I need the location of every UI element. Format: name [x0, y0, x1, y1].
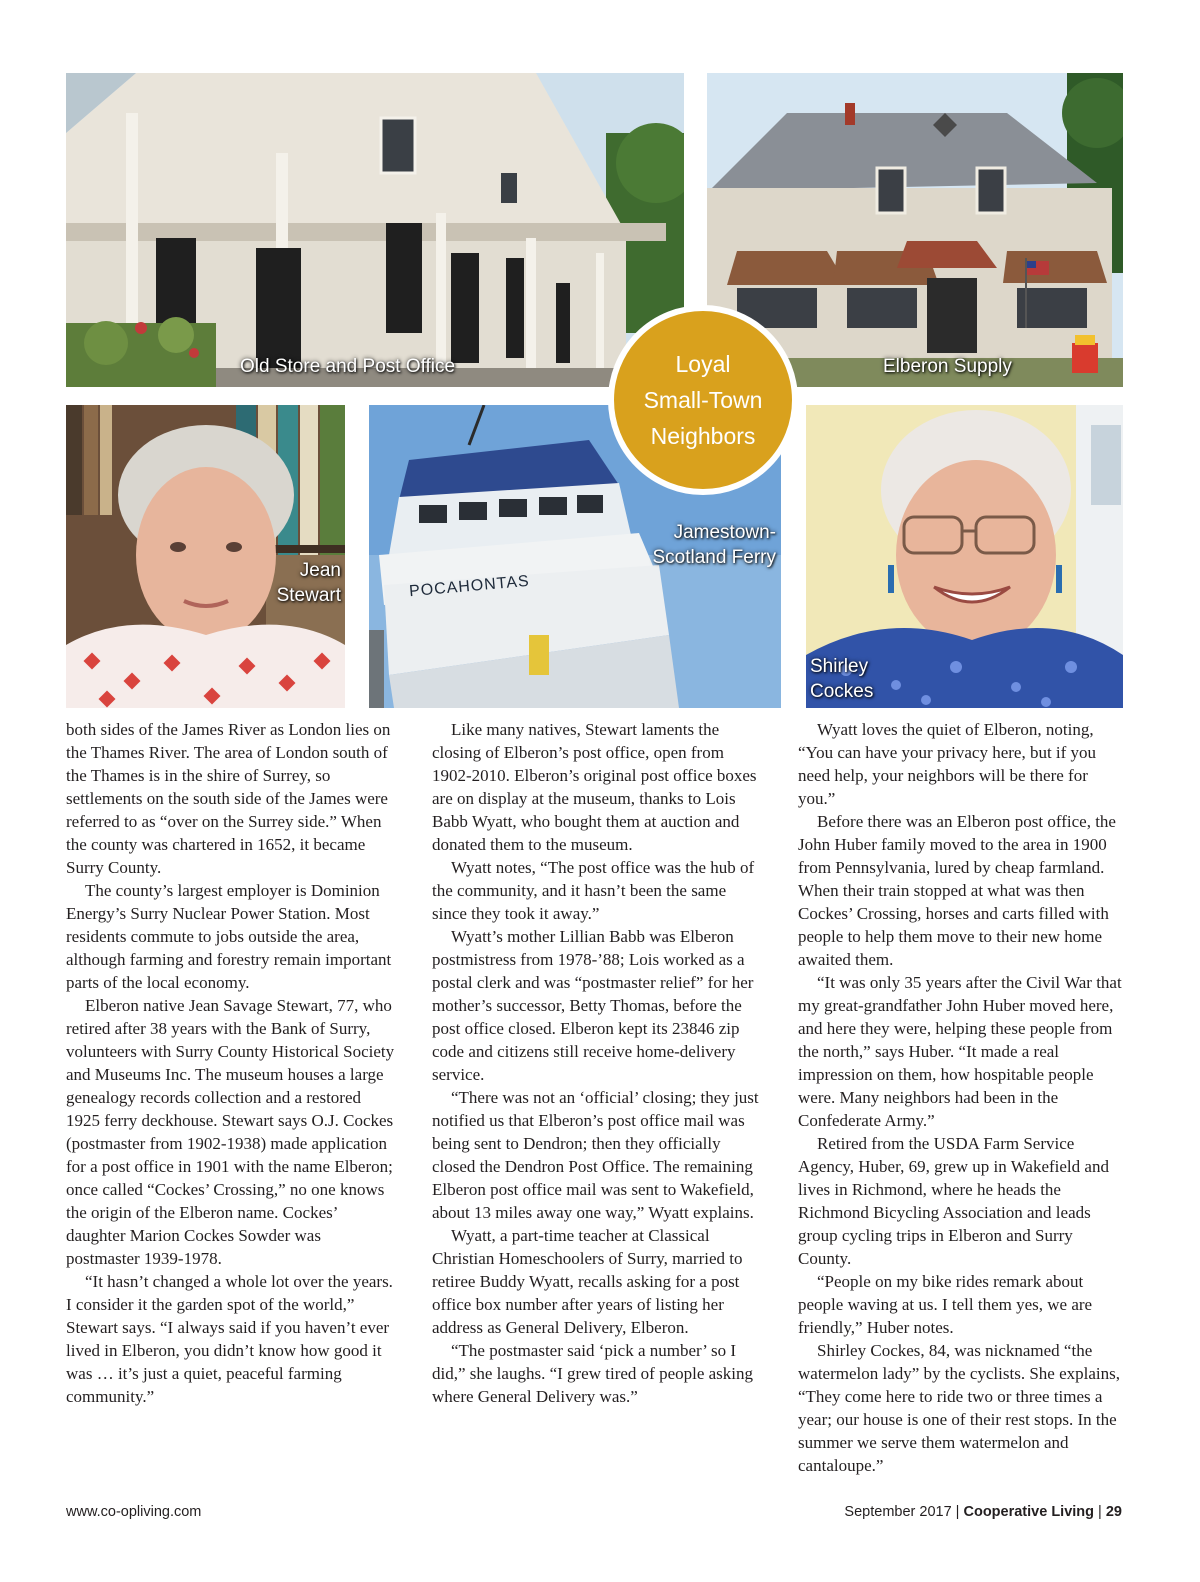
photo-jean-stewart — [66, 405, 345, 708]
paragraph: “People on my bike rides remark about people waving at us. I tell them yes, we are friendly,” Huber notes. — [798, 1272, 1093, 1337]
article-column-1 — [66, 718, 396, 1408]
paragraph: Wyatt loves the quiet of Elberon, noting, “You can have your privacy here, but if you need help, your neighbors will be there for you.” — [798, 720, 1097, 808]
paragraph: “There was not an ‘official’ closing; they just notified us that Elberon’s post office mail was being sent to Dendron; then they officially closed the Dendron Post Office. The remaining Elberon post office mail was sent to Wakefield, about 13 miles away one way,” Wyatt explains. — [432, 1088, 759, 1222]
photo-caption: Elberon Supply — [883, 356, 1012, 377]
photo-shirley-cockes — [806, 405, 1123, 708]
paragraph: The county’s largest employer is Dominion Energy’s Surry Nuclear Power Station. Most residents commute to jobs outside the area, although farming and forestry remain important parts of the local economy. — [66, 881, 392, 992]
page-number: 29 — [1105, 1504, 1122, 1520]
footer-website[interactable]: www.co-opliving.com — [66, 1504, 202, 1520]
jean-stewart-portrait — [66, 405, 345, 708]
footer-date: September 2017 — [844, 1504, 952, 1520]
footer-separator: | — [955, 1504, 960, 1520]
photo-old-store — [66, 73, 684, 387]
footer-issue-info — [844, 1504, 1122, 1520]
article-column-3 — [798, 718, 1128, 1477]
paragraph: Elberon native Jean Savage Stewart, 77, who retired after 38 years with the Bank of Surry, volunteers with Surry County Historical Society and Museums Inc. The museum houses a large genealogy records collection and a restored 1925 ferry deckhouse. Stewart says O.J. Cockes (postmaster from 1902-1938) made application for a post office in 1901 with the name Elberon; once called “Cockes’ Crossing,” no one knows the origin of the Elberon name. Cockes’ daughter Marion Cockes Sowder was postmaster 1939-1978. — [66, 996, 395, 1268]
footer-separator: | — [1098, 1504, 1102, 1520]
paragraph: Retired from the USDA Farm Service Agency, Huber, 69, grew up in Wakefield and lives in Richmond, where he heads the Richmond Bicycling Association and leads group cycling trips in Elberon and Surry County. — [798, 1134, 1109, 1268]
footer-magazine-name: Cooperative Living — [963, 1504, 1095, 1520]
paragraph: Shirley Cockes, 84, was nicknamed “the watermelon lady” by the cyclists. She explains, “They come here to ride two or three times a year; our house is one of their rest stops. In the summer we serve them watermelon and cantaloupe.” — [798, 1341, 1120, 1475]
paragraph: Like many natives, Stewart laments the closing of Elberon’s post office, open from 1902-2010. Elberon’s original post office boxes are on display at the museum, thanks to Lois Babb Wyatt, who bought them at auction and donated them to the museum. — [432, 720, 757, 854]
paragraph: Before there was an Elberon post office, the John Huber family moved to the area in 1900 from Pennsylvania, lured by cheap farmland. When their train stopped at what was then Cockes’ Crossing, horses and carts filled with people to help them move to their new home awaited them. — [798, 812, 1116, 969]
photo-caption: Jamestown- Scotland Ferry — [652, 522, 776, 568]
paragraph: “The postmaster said ‘pick a number’ so I did,” she laughs. “I grew tired of people asking where General Delivery was.” — [432, 1341, 754, 1406]
old-store-illustration — [66, 73, 684, 387]
paragraph: Wyatt, a part-time teacher at Classical Christian Homeschoolers of Surry, married to retiree Buddy Wyatt, recalls asking for a post office box number after years of listing her address as General Delivery, Elberon. — [432, 1226, 743, 1337]
title-badge — [608, 305, 798, 495]
paragraph: Wyatt notes, “The post office was the hub of the community, and it hasn’t been the same since they took it away.” — [432, 858, 755, 923]
badge-title: Loyal Small-Town Neighbors — [643, 351, 763, 449]
photo-caption: Jean Stewart — [276, 560, 341, 606]
photo-caption: Shirley Cockes — [810, 656, 874, 702]
paragraph: “It was only 35 years after the Civil War that my great-grandfather John Huber moved here, and here they were, helping these people from the north,” says Huber. “It made a real impression on them, how hospitable people were. Many neighbors had been in the Confederate Army.” — [798, 973, 1122, 1130]
article-column-2 — [432, 718, 762, 1408]
paragraph: “It hasn’t changed a whole lot over the years. I consider it the garden spot of the world,” Stewart says. “I always said if you haven’t ever lived in Elberon, you didn’t know how good it was … it’s just a quiet, peaceful farming community.” — [66, 1272, 393, 1406]
paragraph: Wyatt’s mother Lillian Babb was Elberon postmistress from 1978-’88; Lois worked as a postal clerk and was “postmaster relief” for her mother’s successor, Betty Thomas, before the post office closed. Elberon kept its 23846 zip code and citizens still receive home-delivery service. — [432, 927, 754, 1084]
paragraph: both sides of the James River as London lies on the Thames River. The area of London south of the Thames is in the shire of Surrey, so settlements on the south side of the James were referred to as “over on the Surrey side.” When the county was chartered in 1652, it became Surry County. — [66, 720, 391, 877]
photo-caption: Old Store and Post Office — [240, 356, 456, 377]
ferry-boat-name: POCAHONTAS — [408, 572, 531, 601]
